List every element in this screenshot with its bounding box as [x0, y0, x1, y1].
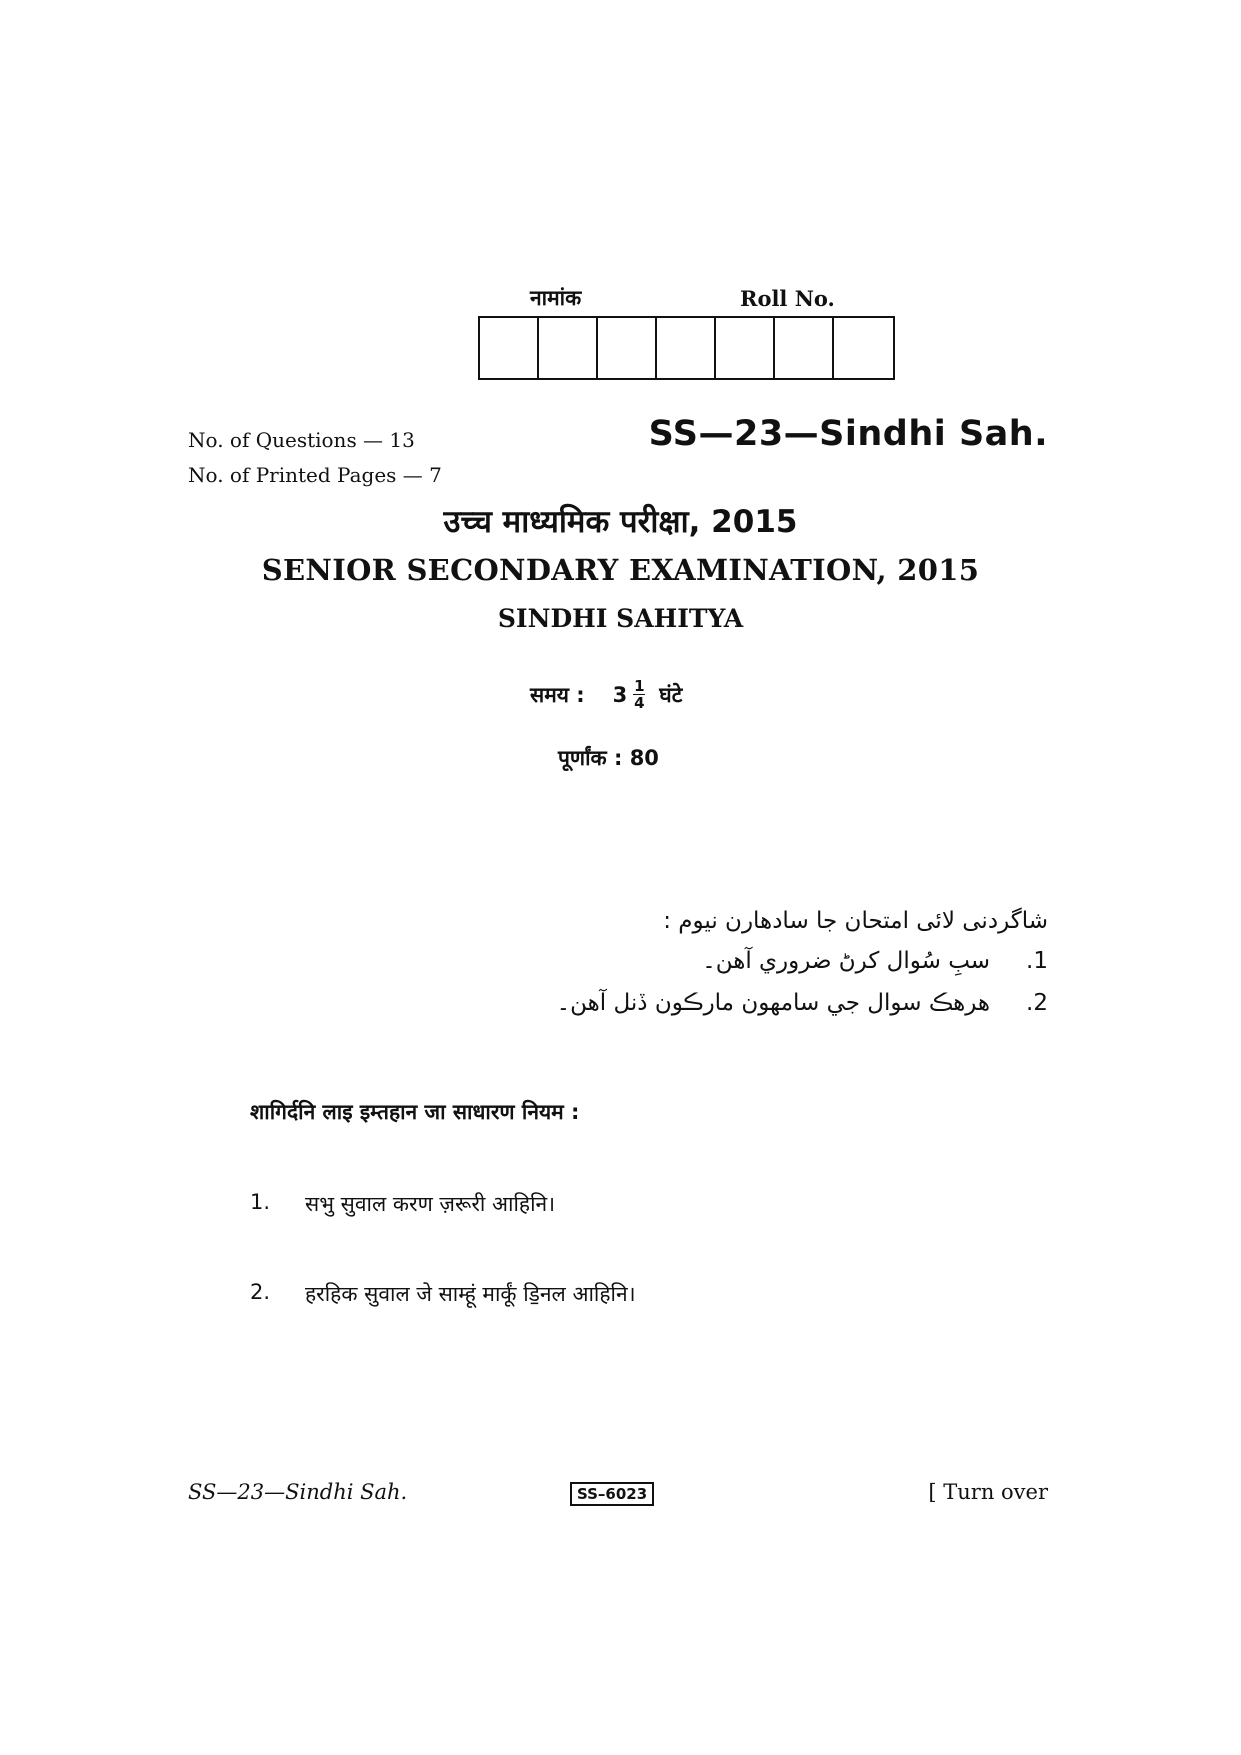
- roll-digit-box[interactable]: [775, 318, 834, 378]
- time-fraction-denominator: 4: [634, 694, 645, 712]
- exam-title-hindi: उच्च माध्यमिक परीक्षा, 2015: [443, 504, 798, 540]
- roll-digit-box[interactable]: [834, 318, 893, 378]
- instruction-item-sindhi-arabic: [702, 948, 1048, 974]
- instruction-number: 2.: [1026, 990, 1048, 1016]
- turn-over-note: [ Turn over: [928, 1480, 1048, 1504]
- time-fraction: [633, 678, 645, 711]
- footer-booklet-code: SS–6023: [570, 1482, 654, 1506]
- maximum-marks: पूर्णांक : 80: [558, 746, 659, 770]
- roll-number-label: Roll No.: [740, 286, 835, 311]
- instructions-heading-devanagari: शागिर्दनि लाइ इम्तहान जा साधारण नियम :: [250, 1100, 580, 1124]
- instruction-number: 1.: [1026, 948, 1048, 974]
- roll-number-label-hindi: नामांक: [530, 286, 582, 310]
- instruction-item-devanagari: [250, 1190, 555, 1218]
- instruction-item-sindhi-arabic: [557, 990, 1048, 1016]
- exam-title: SENIOR SECONDARY EXAMINATION, 2015: [261, 553, 980, 587]
- roll-digit-box[interactable]: [657, 318, 716, 378]
- subject-title: SINDHI SAHITYA: [497, 604, 744, 633]
- instruction-text: सभु सुवाल करण ज़रूरी आहिनि।: [305, 1192, 556, 1216]
- time-whole: 3: [612, 682, 628, 707]
- roll-digit-box[interactable]: [539, 318, 598, 378]
- instruction-text: हरहिक सुवाल जे साम्हूं मार्कूं डि॒नल आहिनि।: [305, 1282, 636, 1306]
- time-unit: घंटे: [659, 682, 683, 707]
- time-value: [613, 678, 683, 711]
- roll-number-boxes[interactable]: [478, 316, 895, 380]
- time-fraction-numerator: 1: [634, 677, 645, 695]
- instruction-number: 1.: [250, 1190, 271, 1214]
- number-of-questions: No. of Questions — 13: [188, 428, 415, 452]
- instruction-text: سبِ سُوال کرڻ ضروري آھن۔: [702, 948, 991, 974]
- time-allowed: [530, 678, 682, 711]
- number-of-pages: No. of Printed Pages — 7: [188, 463, 442, 487]
- footer-paper-code: SS—23—Sindhi Sah.: [188, 1480, 408, 1504]
- instruction-text: ھرھڪ سوال جي سامھون مارڪون ڏنل آھن۔: [556, 990, 991, 1016]
- roll-digit-box[interactable]: [598, 318, 657, 378]
- roll-digit-box[interactable]: [716, 318, 775, 378]
- instruction-item-devanagari: [250, 1280, 636, 1308]
- instruction-number: 2.: [250, 1280, 271, 1304]
- time-label: समय :: [530, 682, 585, 707]
- paper-code: SS—23—Sindhi Sah.: [648, 414, 1048, 454]
- roll-digit-box[interactable]: [480, 318, 539, 378]
- instructions-heading-sindhi-arabic: شاگردنی لائی امتحان جا سادھارن نیوم :: [663, 908, 1048, 934]
